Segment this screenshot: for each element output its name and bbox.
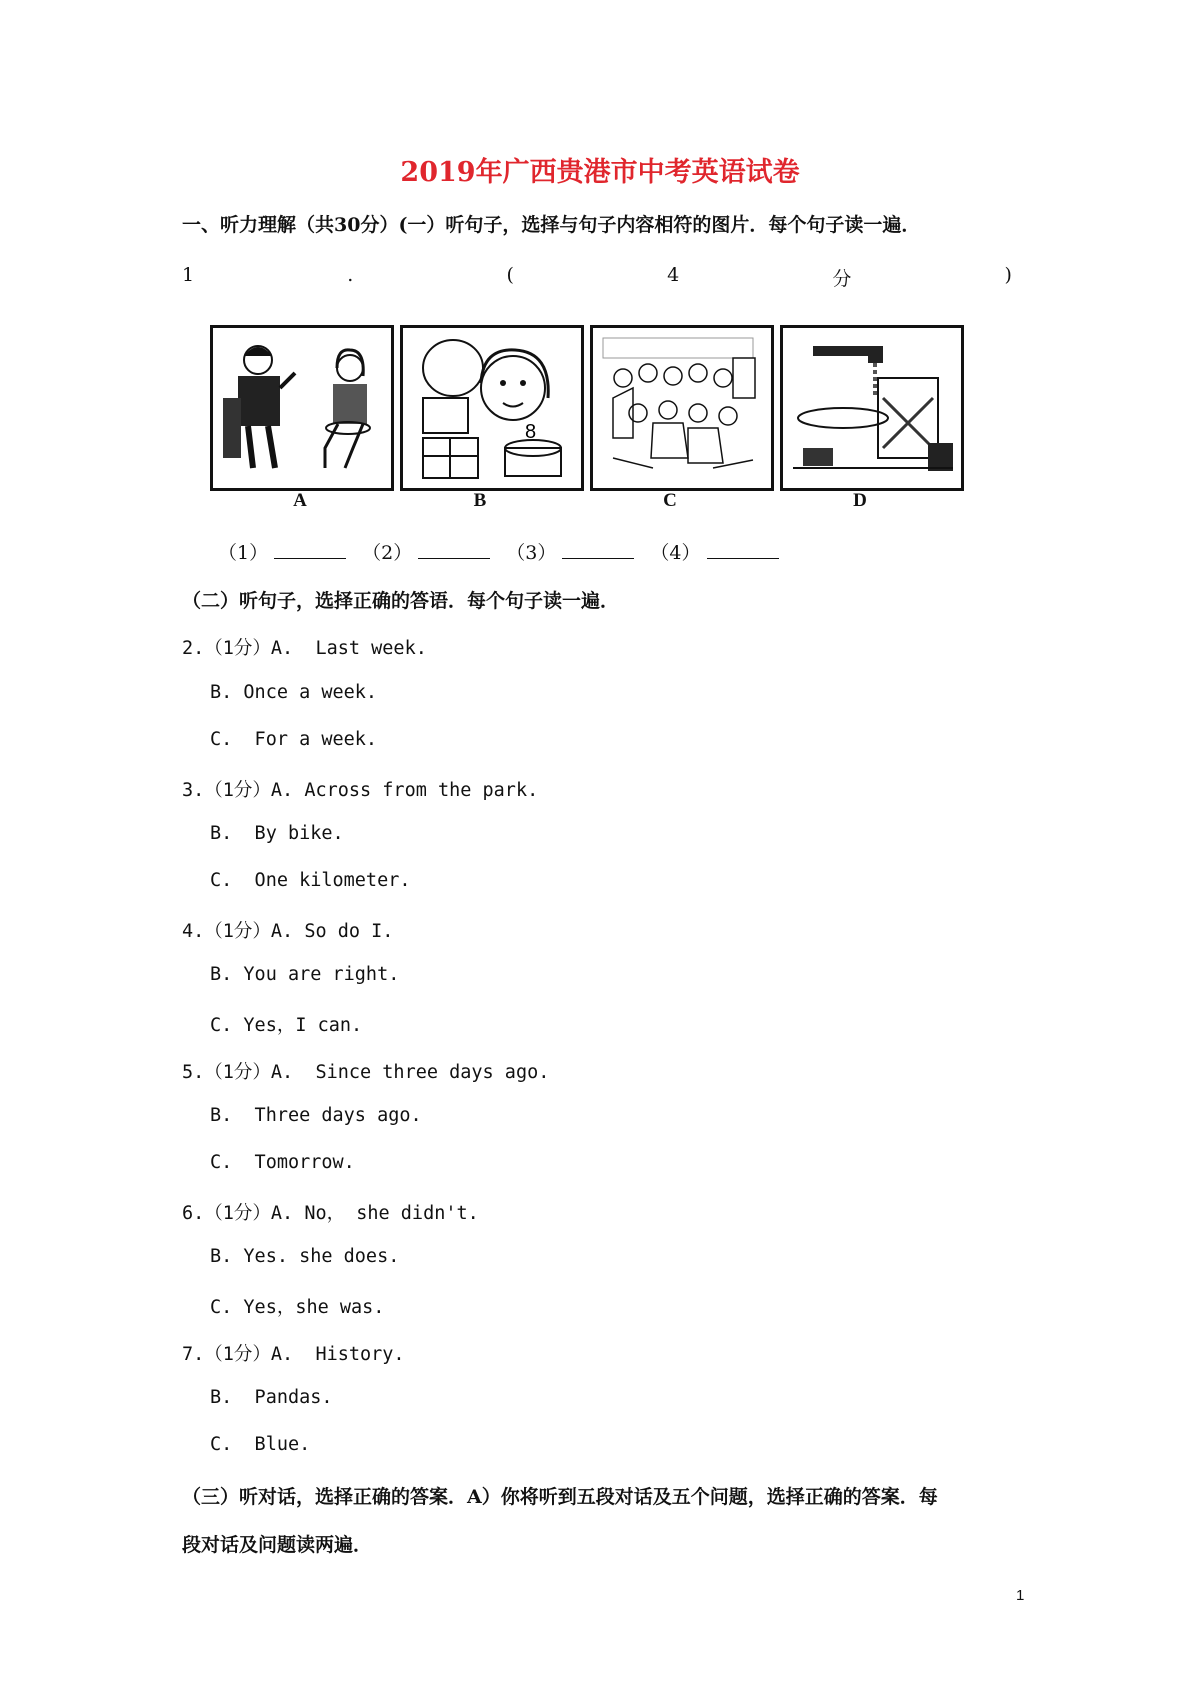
part3-heading-line2: 段对话及问题读两遍． xyxy=(182,1534,373,1556)
part1-heading: 一、听力理解（共30分）(一）听句子，选择与句子内容相符的图片．每个句子读一遍． xyxy=(182,214,921,236)
blank-3-label: （3） xyxy=(506,542,557,564)
q1-unit: 分 xyxy=(832,268,852,290)
q1-number: 1 xyxy=(182,264,195,286)
picture-d xyxy=(780,325,964,491)
exam-title: 2019年广西贵港市中考英语试卷 xyxy=(400,157,800,188)
part3-heading-line1: （三）听对话，选择正确的答案．A）你将听到五段对话及五个问题，选择正确的答案．每 xyxy=(182,1486,938,1508)
q1-left-paren: ( xyxy=(506,264,514,286)
blank-3-line[interactable] xyxy=(562,540,634,559)
q1-dot: . xyxy=(347,264,354,286)
question-3-option-c: C. One kilometer. xyxy=(210,870,411,891)
q1-right-paren: ) xyxy=(1004,264,1012,286)
answer-blanks xyxy=(218,538,789,565)
question-2-option-c: C. For a week. xyxy=(210,729,378,750)
blank-1-label: （1） xyxy=(218,542,269,564)
picture-options xyxy=(210,325,1010,510)
question-7-option-b: B. Pandas. xyxy=(210,1387,333,1408)
picture-d-label: D xyxy=(853,490,867,511)
question-6-option-c: C. Yes，she was. xyxy=(210,1297,385,1318)
two-people-talking-icon xyxy=(213,328,391,488)
question-2-option-b: B. Once a week. xyxy=(210,682,378,703)
birthday-girl-gifts-icon xyxy=(403,328,581,488)
q1-score: 4 xyxy=(667,264,680,286)
question-4-option-c: C. Yes，I can. xyxy=(210,1015,363,1036)
question-3-stem: 3.（1分）A. Across from the park. xyxy=(182,780,539,801)
question-7-stem: 7.（1分）A. History. xyxy=(182,1344,405,1365)
question-5-option-b: B. Three days ago. xyxy=(210,1105,422,1126)
blank-2-label: （2） xyxy=(362,542,413,564)
blank-1-line[interactable] xyxy=(274,540,346,559)
question-1-line xyxy=(182,264,1012,291)
water-tap-pollution-icon xyxy=(783,328,961,488)
question-6-stem: 6.（1分）A. No， she didn't. xyxy=(182,1203,479,1224)
question-4-stem: 4.（1分）A. So do I. xyxy=(182,921,394,942)
question-4-option-b: B. You are right. xyxy=(210,964,400,985)
question-6-option-b: B. Yes. she does. xyxy=(210,1246,400,1267)
question-2-stem: 2.（1分）A. Last week. xyxy=(182,638,427,659)
picture-a xyxy=(210,325,394,491)
blank-2-line[interactable] xyxy=(418,540,490,559)
picture-c-label: C xyxy=(663,490,677,511)
question-7-option-c: C. Blue. xyxy=(210,1434,311,1455)
picture-a-label: A xyxy=(293,490,307,511)
question-5-stem: 5.（1分）A. Since three days ago. xyxy=(182,1062,550,1083)
page-number: 1 xyxy=(1016,1587,1025,1604)
picture-c xyxy=(590,325,774,491)
group-of-students-icon xyxy=(593,328,771,488)
picture-b-label: B xyxy=(473,490,487,511)
blank-4-line[interactable] xyxy=(707,540,779,559)
question-5-option-c: C. Tomorrow. xyxy=(210,1152,355,1173)
blank-4-label: （4） xyxy=(650,542,701,564)
picture-b xyxy=(400,325,584,491)
part2-heading: （二）听句子，选择正确的答语．每个句子读一遍． xyxy=(182,590,620,612)
svg-text:8: 8 xyxy=(525,421,537,443)
question-3-option-b: B. By bike. xyxy=(210,823,344,844)
